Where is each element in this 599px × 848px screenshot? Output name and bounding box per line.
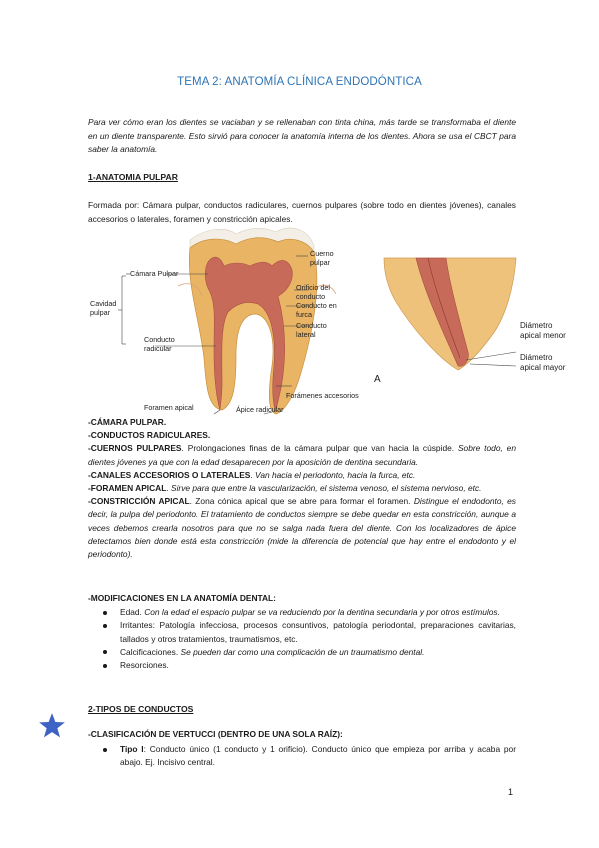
label-orificio-1: Orificio del (296, 283, 330, 292)
page-title: TEMA 2: ANATOMÍA CLÍNICA ENDODÓNTICA (177, 76, 422, 88)
label-cuerno-2: pulpar (310, 258, 330, 267)
section-heading-anatomia-pulpar: 1-ANATOMIA PULPAR (88, 172, 178, 182)
label-lateral-2: lateral (296, 330, 316, 339)
label-diametro-menor-2: apical menor (520, 331, 566, 340)
label-conducto-radicular-1: Conducto (144, 335, 175, 344)
definitions-block (88, 416, 516, 561)
label-cuerno-1: Cuerno (310, 249, 334, 258)
list-item: Calcificaciones. Se pueden dar como una complicación de un traumatismo dental. (88, 646, 516, 659)
mods-list (88, 606, 516, 672)
def-canales: -CANALES ACCESORIOS O LATERALES. Van hacia el periodonto, hacia la furca, etc. (88, 469, 416, 480)
label-orificio-2: conducto (296, 292, 326, 301)
label-diametro-mayor-2: apical mayor (520, 363, 566, 372)
label-panel-a: A (374, 374, 381, 385)
section-heading-tipos-conductos: 2-TIPOS DE CONDUCTOS (88, 704, 194, 714)
def-cuernos: -CUERNOS PULPARES. Prolongaciones finas de la cámara pulpar que van hacia la cúspide. Sobre todo, en dientes jóvenes ya que con la edad desaparecen por la aposición de dentina secundaria. (88, 443, 516, 467)
page-number: 1 (508, 787, 514, 797)
formada-paragraph: Formada por: Cámara pulpar, conductos radiculares, cuernos pulpares (sobre todo en dientes jóvenes), canales accesorios o laterales, foramen y constricción apicales. (88, 200, 516, 224)
apex-illustration (384, 258, 516, 370)
def-camara: -CÁMARA PULPAR. (88, 417, 167, 427)
label-diametro-mayor-1: Diámetro (520, 353, 553, 362)
vertucci-list (88, 743, 516, 769)
label-camara-pulpar: Cámara Pulpar (130, 269, 179, 278)
intro-paragraph: Para ver cómo eran los dientes se vaciaban y se rellenaban con tinta china, más tarde se transformaba el diente en un diente transparente. Esto sirvió para conocer la anatomía interna de los dientes. Ahora se usa el CBCT para saber la anatomía. (88, 117, 516, 155)
modificaciones-block (88, 592, 516, 672)
label-pulpar: pulpar (90, 308, 110, 317)
mods-title: -MODIFICACIONES EN LA ANATOMÍA DENTAL: (88, 593, 276, 603)
def-foramen: -FORAMEN APICAL. Sirve para que entre la vascularización, el sistema venoso, el sistema nervioso, etc. (88, 483, 482, 494)
label-lateral-1: Conducto (296, 321, 327, 330)
vertucci-title: -CLASIFICACIÓN DE VERTUCCI (DENTRO DE UNA SOLA RAÍZ): (88, 729, 343, 739)
label-apice-radicular: Ápice radicular (236, 405, 284, 414)
def-constriccion: -CONSTRICCIÓN APICAL. Zona cónica apical que se abre para formar el foramen. Distingue el endodonto, es decir, la pulpa del periodonto. El tratamiento de conductos siempre se debe quedar en esta constricción, aunque a veces debemos crearla nosotros para que no se salga nada fuera del diente. Con los localizadores de ápice detectamos bien donde está esta constricción (mide la diferencia de potencial que hay entre el endodonto y el periodonto). (88, 496, 516, 560)
tooth-anatomy-figure (86, 226, 586, 416)
list-item: Resorciones. (88, 659, 516, 672)
label-conducto-radicular-2: radicular (144, 344, 172, 353)
label-furca-2: furca (296, 310, 312, 319)
label-foramenes: Forámenes accesorios (286, 391, 359, 400)
def-conductos: -CONDUCTOS RADICULARES. (88, 430, 211, 441)
star-icon (38, 712, 66, 740)
label-foramen-apical: Foramen apical (144, 403, 194, 412)
list-item: Tipo I: Conducto único (1 conducto y 1 orificio). Conducto único que empieza por arriba y acaba por abajo. Ej. Incisivo central. (88, 743, 516, 769)
label-furca-1: Conducto en (296, 301, 337, 310)
list-item: Edad. Con la edad el espacio pulpar se va reduciendo por la dentina secundaria y por otros estímulos. (88, 606, 516, 619)
label-diametro-menor-1: Diámetro (520, 321, 553, 330)
list-item: Irritantes: Patología infecciosa, procesos consuntivos, patología periodontal, preparaciones cavitarias, tallados y otros tratamientos, traumatismos, etc. (88, 619, 516, 645)
vertucci-block (88, 728, 516, 770)
label-cavidad: Cavidad (90, 299, 117, 308)
